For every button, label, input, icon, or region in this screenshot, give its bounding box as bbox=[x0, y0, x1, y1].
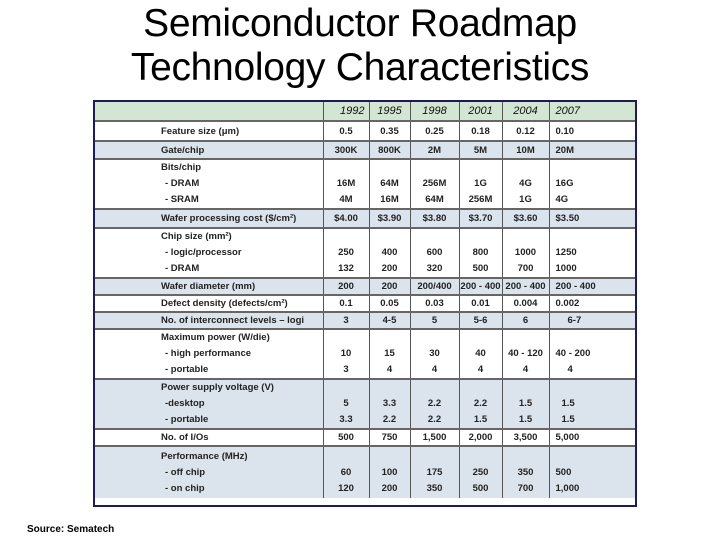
cell: 750 bbox=[369, 429, 410, 446]
year-header: 2001 bbox=[459, 102, 502, 121]
sub-label: - on chip bbox=[165, 482, 205, 494]
cell: 0.05 bbox=[369, 295, 410, 312]
cell: 300K bbox=[323, 141, 369, 159]
cell: 20M bbox=[549, 141, 635, 159]
cell: 0.1 bbox=[323, 295, 369, 312]
row-label: No. of interconnect levels – logi bbox=[95, 312, 323, 329]
cell: 0.18 bbox=[459, 121, 502, 141]
sub-label: - high performance bbox=[165, 348, 252, 359]
row-label: Gate/chip bbox=[95, 141, 323, 159]
year-header: 2007 bbox=[549, 102, 635, 121]
row-label: Chip size (mm²) bbox=[161, 231, 232, 242]
cell: 800 500 bbox=[459, 228, 502, 278]
row-label-group bbox=[95, 446, 323, 498]
cell: 0.35 bbox=[369, 121, 410, 141]
cell: 10M bbox=[502, 141, 549, 159]
cell: 500 bbox=[323, 429, 369, 446]
table-row-chip-size bbox=[95, 228, 635, 278]
row-label: Wafer processing cost ($/cm²) bbox=[95, 209, 323, 228]
cell: 0.12 bbox=[502, 121, 549, 141]
cell: 400 200 bbox=[369, 228, 410, 278]
cell: 5,000 bbox=[549, 429, 635, 446]
roadmap-table bbox=[93, 100, 637, 507]
table-row-io-count bbox=[95, 429, 635, 446]
cell: 250 500 bbox=[459, 446, 502, 498]
cell: 200/400 bbox=[410, 278, 459, 295]
row-label: Defect density (defects/cm²) bbox=[95, 295, 323, 312]
year-header: 1995 bbox=[369, 102, 410, 121]
row-label-group bbox=[95, 379, 323, 429]
sub-label: - off chip bbox=[165, 466, 206, 478]
title-line-2: Technology Characteristics bbox=[130, 46, 590, 89]
cell: 6 bbox=[502, 312, 549, 329]
cell: 30 4 bbox=[410, 329, 459, 379]
cell: 2M bbox=[410, 141, 459, 159]
cell: 175 350 bbox=[410, 446, 459, 498]
cell: 2.2 1.5 bbox=[459, 379, 502, 429]
title-line-1: Semiconductor Roadmap bbox=[143, 2, 577, 45]
table-row-performance bbox=[95, 446, 635, 498]
sub-label: - DRAM bbox=[165, 178, 200, 189]
cell: $4.00 bbox=[323, 209, 369, 228]
cell: 0.01 bbox=[459, 295, 502, 312]
cell: 0.5 bbox=[323, 121, 369, 141]
cell: 350 700 bbox=[502, 446, 549, 498]
table-row-defect-density bbox=[95, 295, 635, 312]
header-blank bbox=[95, 102, 323, 121]
row-label-group bbox=[95, 159, 323, 209]
header-row bbox=[95, 102, 635, 121]
sub-label: - logic/processor bbox=[165, 247, 242, 258]
cell: 10 3 bbox=[323, 329, 369, 379]
cell: 2,000 bbox=[459, 429, 502, 446]
cell: $3.60 bbox=[502, 209, 549, 228]
cell: 1,500 bbox=[410, 429, 459, 446]
cell: $3.50 bbox=[549, 209, 635, 228]
cell: 800K bbox=[369, 141, 410, 159]
sub-label: - portable bbox=[165, 364, 209, 375]
cell: $3.80 bbox=[410, 209, 459, 228]
sub-label: - portable bbox=[165, 414, 209, 425]
cell: 200 bbox=[369, 278, 410, 295]
cell: 1.5 1.5 bbox=[549, 379, 635, 429]
cell: 3,500 bbox=[502, 429, 549, 446]
source-caption: Source: Sematech bbox=[27, 524, 115, 535]
cell: $3.90 bbox=[369, 209, 410, 228]
table-row-feature-size bbox=[95, 121, 635, 141]
cell: 3.3 2.2 bbox=[369, 379, 410, 429]
sub-label: - SRAM bbox=[165, 194, 199, 205]
cell: 60 120 bbox=[323, 446, 369, 498]
cell: 2.2 2.2 bbox=[410, 379, 459, 429]
cell: 16G 4G bbox=[549, 159, 635, 209]
cell: 256M 64M bbox=[410, 159, 459, 209]
cell: 0.002 bbox=[549, 295, 635, 312]
cell: 0.03 bbox=[410, 295, 459, 312]
cell: 40 - 120 4 bbox=[502, 329, 549, 379]
year-header: 1998 bbox=[410, 102, 459, 121]
cell: 200 - 400 bbox=[459, 278, 502, 295]
sub-label: -desktop bbox=[165, 398, 205, 409]
cell: 0.10 bbox=[549, 121, 635, 141]
table-row-supply-voltage bbox=[95, 379, 635, 429]
cell: 3 bbox=[323, 312, 369, 329]
row-label: Feature size (μm) bbox=[95, 121, 323, 141]
cell: 4-5 bbox=[369, 312, 410, 329]
cell: 16M 4M bbox=[323, 159, 369, 209]
cell: 0.25 bbox=[410, 121, 459, 141]
cell: 600 320 bbox=[410, 228, 459, 278]
row-label: Performance (MHz) bbox=[161, 450, 248, 462]
cell: 1.5 1.5 bbox=[502, 379, 549, 429]
row-label-group bbox=[95, 329, 323, 379]
row-label: No. of I/Os bbox=[95, 429, 323, 446]
sub-label: - DRAM bbox=[165, 263, 200, 274]
row-label: Power supply voltage (V) bbox=[161, 382, 274, 393]
cell: 4G 1G bbox=[502, 159, 549, 209]
cell: $3.70 bbox=[459, 209, 502, 228]
table-row-bits-chip bbox=[95, 159, 635, 209]
cell: 5 3.3 bbox=[323, 379, 369, 429]
cell: 100 200 bbox=[369, 446, 410, 498]
cell: 5M bbox=[459, 141, 502, 159]
table-row-gate-chip bbox=[95, 141, 635, 159]
cell: 200 - 400 bbox=[549, 278, 635, 295]
cell: 250 132 bbox=[323, 228, 369, 278]
table-row-wafer-cost bbox=[95, 209, 635, 228]
cell: 5 bbox=[410, 312, 459, 329]
cell: 500 1,000 bbox=[549, 446, 635, 498]
cell: 0.004 bbox=[502, 295, 549, 312]
cell: 1000 700 bbox=[502, 228, 549, 278]
cell: 5-6 bbox=[459, 312, 502, 329]
cell: 200 bbox=[323, 278, 369, 295]
row-label: Wafer diameter (mm) bbox=[95, 278, 323, 295]
table-row-interconnect-levels bbox=[95, 312, 635, 329]
year-header: 2004 bbox=[502, 102, 549, 121]
cell: 15 4 bbox=[369, 329, 410, 379]
cell: 1G 256M bbox=[459, 159, 502, 209]
row-label: Bits/chip bbox=[161, 162, 202, 173]
cell: 40 - 200 4 bbox=[549, 329, 635, 379]
cell: 6-7 bbox=[549, 312, 635, 329]
row-label: Maximum power (W/die) bbox=[161, 332, 270, 343]
cell: 64M 16M bbox=[369, 159, 410, 209]
cell: 200 - 400 bbox=[502, 278, 549, 295]
row-label-group bbox=[95, 228, 323, 278]
cell: 40 4 bbox=[459, 329, 502, 379]
table-row-max-power bbox=[95, 329, 635, 379]
cell: 1250 1000 bbox=[549, 228, 635, 278]
slide-title bbox=[0, 2, 720, 90]
table-row-wafer-diameter bbox=[95, 278, 635, 295]
year-header: 1992 bbox=[323, 102, 369, 121]
